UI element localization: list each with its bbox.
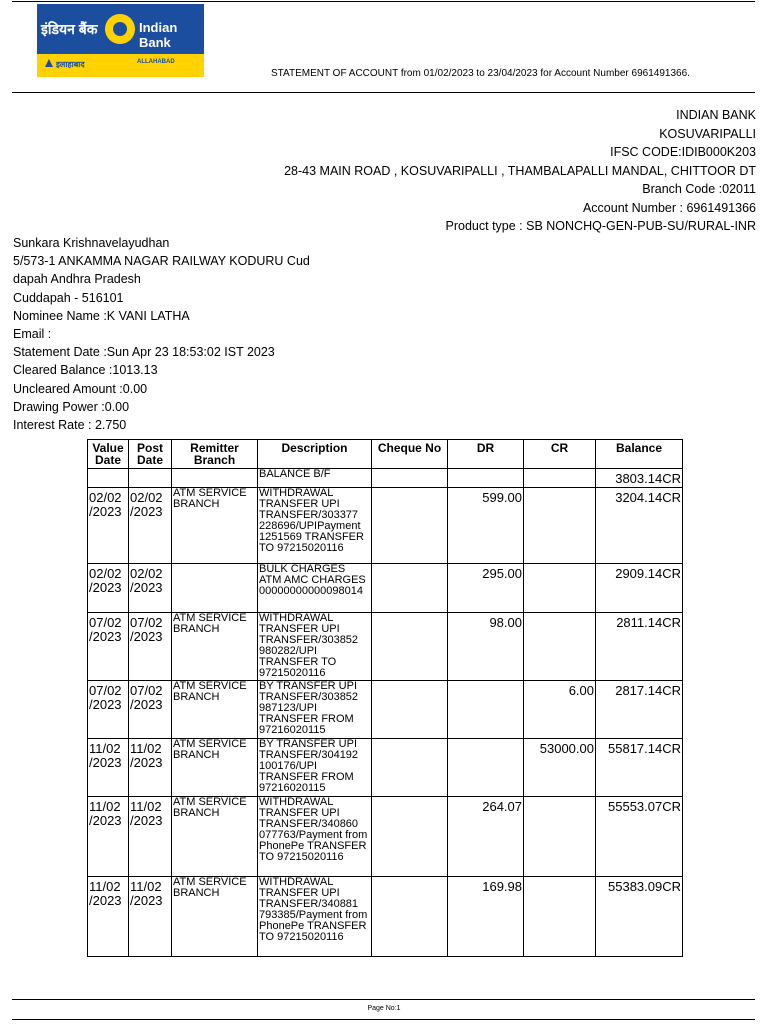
bottom-rule (12, 1019, 755, 1020)
indian-bank-logo (37, 4, 204, 77)
cr-cell (524, 488, 596, 564)
header-balance: Balance (596, 440, 683, 469)
description-cell: WITHDRAWAL TRANSFER UPI TRANSFER/303852 980282/UPI TRANSFER TO 97215020116 (258, 613, 372, 681)
customer-name: Sunkara Krishnavelayudhan (13, 236, 170, 250)
branch-cell: ATM SERVICE BRANCH (172, 797, 258, 877)
description-cell: BALANCE B/F (258, 469, 372, 488)
product-type: Product type : SB NONCHQ-GEN-PUB-SU/RURAL-INR (445, 219, 756, 233)
footer-divider (12, 999, 755, 1000)
branch-code: Branch Code :02011 (642, 182, 756, 196)
customer-city: Cuddapah - 516101 (13, 290, 124, 305)
email: Email : (13, 327, 52, 342)
table-row (88, 681, 683, 739)
balance-cell: 2909.14CR (596, 564, 683, 613)
page-number: Page No:1 (367, 1005, 401, 1012)
table-row (88, 488, 683, 564)
dr-cell: 599.00 (448, 488, 524, 564)
table-header-row (88, 440, 683, 469)
bank-branch: KOSUVARIPALLI (659, 126, 756, 141)
balance-cell: 2811.14CR (596, 613, 683, 681)
post-date-cell: 07/02 /2023 (129, 681, 172, 739)
top-rule (12, 1, 755, 2)
cheque-cell (372, 469, 448, 488)
dr-cell: 98.00 (448, 613, 524, 681)
description-cell: WITHDRAWAL TRANSFER UPI TRANSFER/340881 793385/Payment from PhonePe TRANSFER TO 97215020116 (258, 877, 372, 957)
value-date-cell: 11/02 /2023 (88, 797, 129, 877)
cheque-cell (372, 681, 448, 739)
cleared-balance: Cleared Balance :1013.13 (13, 363, 158, 378)
table-row (88, 469, 683, 488)
header-remitter-branch: Remitter Branch (172, 440, 258, 469)
value-date-cell: 07/02 /2023 (88, 681, 129, 739)
post-date-cell: 11/02 /2023 (129, 877, 172, 957)
logo-hindi-name: इंडियन बैंक (41, 21, 98, 37)
cheque-cell (372, 739, 448, 797)
value-date-cell: 11/02 /2023 (88, 739, 129, 797)
cr-cell (524, 877, 596, 957)
customer-details (13, 234, 310, 434)
bank-address: 28-43 MAIN ROAD , KOSUVARIPALLI , THAMBALAPALLI MANDAL, CHITTOOR DT (284, 163, 756, 178)
header-post-date: Post Date (129, 440, 172, 469)
branch-cell: ATM SERVICE BRANCH (172, 739, 258, 797)
branch-cell: ATM SERVICE BRANCH (172, 877, 258, 957)
balance-cell: 55817.14CR (596, 739, 683, 797)
table-row (88, 877, 683, 957)
dr-cell: 169.98 (448, 877, 524, 957)
logo-allahabad-english: ALLAHABAD (137, 59, 175, 65)
logo-allahabad-hindi: इलाहाबाद (56, 60, 85, 69)
balance-cell: 3204.14CR (596, 488, 683, 564)
cr-cell: 6.00 (524, 681, 596, 739)
dr-cell (448, 681, 524, 739)
balance-cell: 3803.14CR (596, 469, 683, 488)
statement-title: STATEMENT OF ACCOUNT from 01/02/2023 to 23/04/2023 for Account Number 6961491366. (271, 68, 690, 79)
bank-name: INDIAN BANK (676, 108, 756, 122)
value-date-cell: 02/02 /2023 (88, 564, 129, 613)
transactions-table (87, 439, 683, 957)
customer-address-line-1: 5/573-1 ANKAMMA NAGAR RAILWAY KODURU Cud (13, 254, 310, 269)
header-divider (12, 92, 755, 93)
cheque-cell (372, 564, 448, 613)
post-date-cell: 02/02 /2023 (129, 564, 172, 613)
header-description: Description (258, 440, 372, 469)
dr-cell: 264.07 (448, 797, 524, 877)
description-cell: BY TRANSFER UPI TRANSFER/303852 987123/UPI TRANSFER FROM 97216020115 (258, 681, 372, 739)
description-cell: BY TRANSFER UPI TRANSFER/304192 100176/UPI TRANSFER FROM 97216020115 (258, 739, 372, 797)
ifsc-code: IFSC CODE:IDIB000K203 (610, 145, 756, 159)
header-cheque-no: Cheque No (372, 440, 448, 469)
table-row (88, 613, 683, 681)
header-cr: CR (524, 440, 596, 469)
cr-cell (524, 797, 596, 877)
post-date-cell: 02/02 /2023 (129, 488, 172, 564)
post-date-cell (129, 469, 172, 488)
branch-cell: ATM SERVICE BRANCH (172, 681, 258, 739)
cheque-cell (372, 877, 448, 957)
uncleared-amount: Uncleared Amount :0.00 (13, 381, 148, 396)
cr-cell: 53000.00 (524, 739, 596, 797)
cheque-cell (372, 797, 448, 877)
cr-cell (524, 469, 596, 488)
bank-emblem-icon (105, 14, 135, 44)
description-cell: WITHDRAWAL TRANSFER UPI TRANSFER/303377 228696/UPIPayment 1251569 TRANSFER TO 97215020116 (258, 488, 372, 564)
table-row (88, 564, 683, 613)
customer-address-line-2: dapah Andhra Pradesh (13, 272, 141, 287)
value-date-cell: 11/02 /2023 (88, 877, 129, 957)
account-number: Account Number : 6961491366 (582, 200, 756, 215)
bank-details (284, 106, 756, 236)
cheque-cell (372, 613, 448, 681)
balance-cell: 55383.09CR (596, 877, 683, 957)
value-date-cell: 02/02 /2023 (88, 488, 129, 564)
value-date-cell (88, 469, 129, 488)
dr-cell (448, 469, 524, 488)
cr-cell (524, 613, 596, 681)
post-date-cell: 07/02 /2023 (129, 613, 172, 681)
branch-cell: ATM SERVICE BRANCH (172, 488, 258, 564)
description-cell: WITHDRAWAL TRANSFER UPI TRANSFER/340860 077763/Payment from PhonePe TRANSFER TO 97215020116 (258, 797, 372, 877)
branch-cell (172, 469, 258, 488)
value-date-cell: 07/02 /2023 (88, 613, 129, 681)
table-row (88, 739, 683, 797)
cr-cell (524, 564, 596, 613)
nominee-name: Nominee Name :K VANI LATHA (13, 308, 190, 323)
branch-cell: ATM SERVICE BRANCH (172, 613, 258, 681)
branch-cell (172, 564, 258, 613)
balance-cell: 2817.14CR (596, 681, 683, 739)
allahabad-triangle-icon (45, 59, 53, 67)
interest-rate: Interest Rate : 2.750 (13, 418, 127, 433)
balance-cell: 55553.07CR (596, 797, 683, 877)
logo-english-name: Indian Bank (139, 20, 178, 50)
post-date-cell: 11/02 /2023 (129, 739, 172, 797)
statement-date: Statement Date :Sun Apr 23 18:53:02 IST 2023 (13, 345, 275, 360)
description-cell: BULK CHARGES ATM AMC CHARGES 00000000000098014 (258, 564, 372, 613)
cheque-cell (372, 488, 448, 564)
post-date-cell: 11/02 /2023 (129, 797, 172, 877)
dr-cell (448, 739, 524, 797)
dr-cell: 295.00 (448, 564, 524, 613)
header-dr: DR (448, 440, 524, 469)
table-row (88, 797, 683, 877)
drawing-power: Drawing Power :0.00 (13, 399, 130, 414)
header-value-date: Value Date (88, 440, 129, 469)
